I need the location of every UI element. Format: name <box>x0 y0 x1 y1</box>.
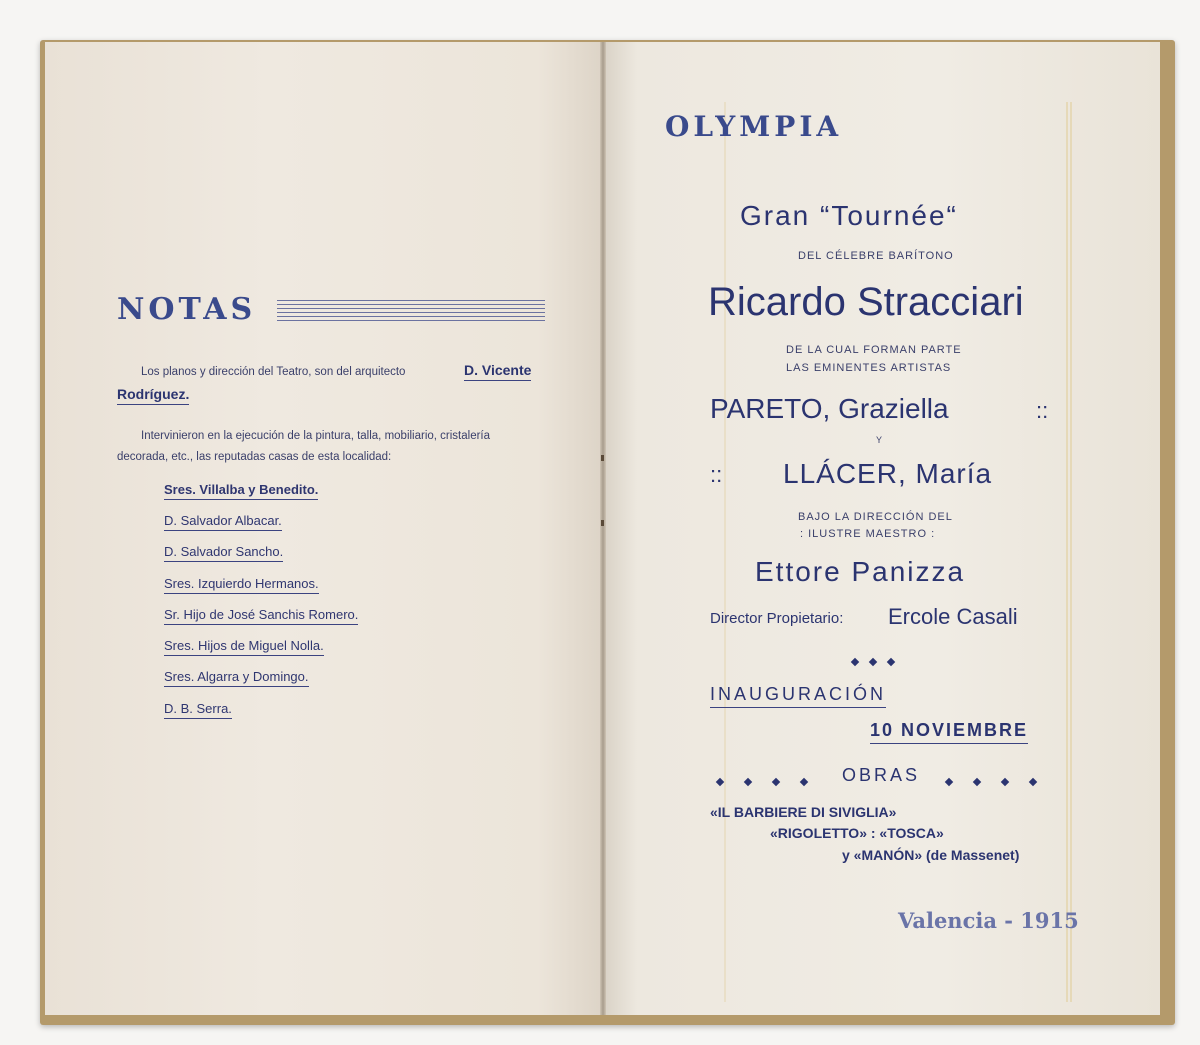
director-label: Director Propietario: <box>710 610 844 627</box>
firm-item: Sres. Villalba y Benedito. <box>164 482 318 500</box>
ornament-diamonds <box>846 652 900 670</box>
binding-stitch <box>601 520 604 526</box>
firm-item: Sres. Izquierdo Hermanos. <box>164 576 319 594</box>
firm-item: D. Salvador Albacar. <box>164 513 282 531</box>
direction-line1: BAJO LA DIRECCIÓN DEL <box>798 511 953 523</box>
baritone-subtitle: DEL CÉLEBRE BARÍTONO <box>798 250 954 262</box>
firm-item: Sres. Algarra y Domingo. <box>164 669 309 687</box>
artist-llacer: LLÁCER, María <box>783 458 993 489</box>
inauguration-date: 10 NOVIEMBRE <box>870 720 1028 744</box>
artist-pareto: PARETO, Graziella <box>710 393 949 424</box>
inauguration-label: INAUGURACIÓN <box>710 684 886 708</box>
notas-heading: NOTAS <box>117 292 257 327</box>
tour-title: Gran “Tournée“ <box>740 200 958 231</box>
architect-name-line1: D. Vicente <box>464 362 531 381</box>
direction-line2: : ILUSTRE MAESTRO : <box>800 528 936 540</box>
works-heading: OBRAS <box>842 765 921 785</box>
decorative-border-line <box>1066 102 1068 1002</box>
ornament-diamonds <box>935 772 1047 790</box>
decorative-border-line <box>1070 102 1072 1002</box>
ornament-diamonds <box>706 772 818 790</box>
work-item: «RIGOLETTO» : «TOSCA» <box>770 825 944 841</box>
binding-stitch <box>601 455 604 461</box>
connector-y: Y <box>876 435 884 445</box>
left-page <box>45 42 605 1015</box>
artists-intro-line2: LAS EMINENTES ARTISTAS <box>786 362 952 374</box>
architect-note: Los planos y dirección del Teatro, son del arquitecto <box>141 366 406 378</box>
director-name: Ercole Casali <box>888 604 1018 629</box>
firm-item: Sr. Hijo de José Sanchis Romero. <box>164 607 358 625</box>
decorative-border-line <box>724 102 726 1002</box>
firm-item: D. B. Serra. <box>164 701 232 719</box>
contractors-intro-line1: Intervinieron en la ejecución de la pintura, talla, mobiliario, cristalería <box>141 430 491 442</box>
ornament-colons: :: <box>1036 398 1049 423</box>
ornament-colons: :: <box>710 462 723 487</box>
work-item: y «MANÓN» (de Massenet) <box>842 847 1020 863</box>
contractors-intro-line2: decorada, etc., las reputadas casas de esta localidad: <box>117 451 392 463</box>
place-year: Valencia - 1915 <box>898 908 1079 933</box>
firm-item: D. Salvador Sancho. <box>164 544 283 562</box>
firm-item: Sres. Hijos de Miguel Nolla. <box>164 638 324 656</box>
architect-name-line2: Rodríguez. <box>117 386 189 405</box>
artists-intro-line1: DE LA CUAL FORMAN PARTE <box>786 344 962 356</box>
theatre-name: OLYMPIA <box>665 110 843 143</box>
work-item: «IL BARBIERE DI SIVIGLIA» <box>710 804 897 820</box>
binding-spine <box>600 42 606 1015</box>
conductor-name: Ettore Panizza <box>755 556 966 587</box>
baritone-name: Ricardo Stracciari <box>708 280 1024 324</box>
